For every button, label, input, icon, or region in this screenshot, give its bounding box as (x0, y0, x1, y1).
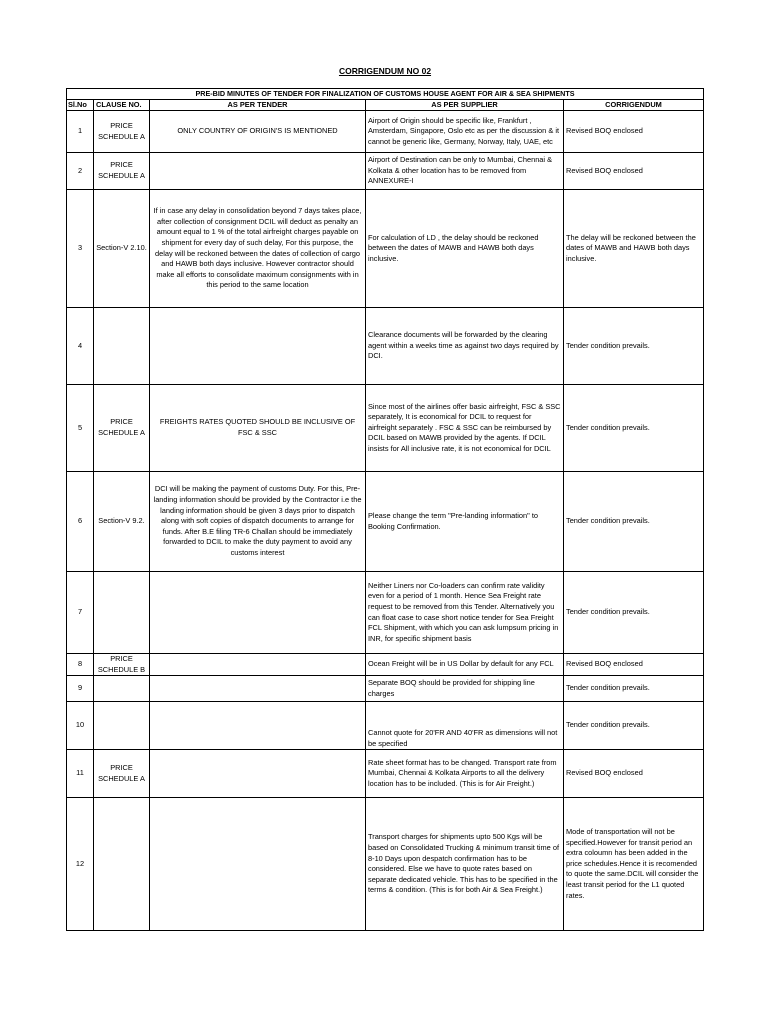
tender-cell (150, 654, 366, 676)
corrigendum-table (66, 88, 704, 931)
table-row (67, 654, 704, 676)
clause-cell: PRICE SCHEDULE A (94, 750, 150, 798)
clause-cell (94, 308, 150, 385)
corrigendum-cell: Tender condition prevails. (564, 702, 704, 750)
corrigendum-cell: Revised BOQ enclosed (564, 111, 704, 153)
row-number: 12 (67, 798, 94, 931)
row-number: 9 (67, 676, 94, 702)
clause-cell (94, 572, 150, 654)
clause-cell: Section-V 9.2. (94, 472, 150, 572)
row-number: 11 (67, 750, 94, 798)
row-number: 7 (67, 572, 94, 654)
tender-cell: FREIGHTS RATES QUOTED SHOULD BE INCLUSIVE OF FSC & SSC (150, 385, 366, 472)
supplier-cell: Ocean Freight will be in US Dollar by default for any FCL (366, 654, 564, 676)
table-row (67, 798, 704, 931)
row-number: 6 (67, 472, 94, 572)
document-title: CORRIGENDUM NO 02 (338, 66, 432, 76)
clause-cell: PRICE SCHEDULE A (94, 153, 150, 190)
row-number: 8 (67, 654, 94, 676)
corrigendum-cell: Tender condition prevails. (564, 676, 704, 702)
tender-cell: DCI will be making the payment of customs Duty. For this, Pre-landing information should be provided by the Contractor i.e the landing information should be given 3 days prior to dispatch along with soft copies of dispatch documents to arrange for funds. After B.E filing TR-6 Challan should be immediately forwarded to DCIL to make the duty payment to avoid any customs interest (150, 472, 366, 572)
header-as-per-supplier: AS PER SUPPLIER (366, 100, 564, 111)
table-caption-row (67, 89, 704, 100)
table-subtitle: PRE-BID MINUTES OF TENDER FOR FINALIZATION OF CUSTOMS HOUSE AGENT FOR AIR & SEA SHIPMENTS (67, 89, 704, 100)
corrigendum-cell: Revised BOQ enclosed (564, 153, 704, 190)
supplier-cell: Rate sheet format has to be changed. Transport rate from Mumbai, Chennai & Kolkata Airports to all the delivery location has to be included. (This is for Air Freight.) (366, 750, 564, 798)
supplier-cell: For calculation of LD , the delay should be reckoned between the dates of MAWB and HAWB both days inclusive. (366, 190, 564, 308)
table-row (67, 572, 704, 654)
table-header-row (67, 100, 704, 111)
supplier-cell: Airport of Origin should be specific like, Frankfurt , Amsterdam, Singapore, Oslo etc as per the discussion & it cannot be generic like, Germany, Norway, Italy, UAE, etc (366, 111, 564, 153)
tender-cell (150, 572, 366, 654)
table-row (67, 702, 704, 750)
header-as-per-tender: AS PER TENDER (150, 100, 366, 111)
corrigendum-cell: Tender condition prevails. (564, 385, 704, 472)
clause-cell: PRICE SCHEDULE B (94, 654, 150, 676)
clause-cell (94, 798, 150, 931)
table-row (67, 676, 704, 702)
tender-cell (150, 308, 366, 385)
supplier-cell: Transport charges for shipments upto 500 Kgs will be based on Consolidated Trucking & minimum transit time of 8-10 Days upon despatch confirmation has to be considered. Else we have to quote rates based on separate dedicated vehicle. This has to be specified in the terms & condition. (This is for both Air & Sea Freight.) (366, 798, 564, 931)
clause-cell: PRICE SCHEDULE A (94, 111, 150, 153)
row-number: 5 (67, 385, 94, 472)
supplier-cell: Airport of Destination can be only to Mumbai, Chennai & Kolkata & other location has to be removed from ANNEXURE-I (366, 153, 564, 190)
clause-cell: PRICE SCHEDULE A (94, 385, 150, 472)
supplier-cell: Clearance documents will be forwarded by the clearing agent within a weeks time as against two days required by DCI. (366, 308, 564, 385)
clause-cell (94, 676, 150, 702)
tender-cell (150, 798, 366, 931)
corrigendum-cell: Revised BOQ enclosed (564, 750, 704, 798)
tender-cell (150, 676, 366, 702)
row-number: 2 (67, 153, 94, 190)
clause-cell (94, 702, 150, 750)
header-clause-no: CLAUSE NO. (94, 100, 150, 111)
tender-cell (150, 153, 366, 190)
tender-cell (150, 750, 366, 798)
row-number: 3 (67, 190, 94, 308)
table-row (67, 308, 704, 385)
supplier-cell: Cannot quote for 20'FR AND 40'FR as dimensions will not be specified (366, 702, 564, 750)
table-row (67, 472, 704, 572)
supplier-cell: Please change the term "Pre-landing information" to Booking Confirmation. (366, 472, 564, 572)
corrigendum-cell: The delay will be reckoned between the dates of MAWB and HAWB both days inclusive. (564, 190, 704, 308)
supplier-cell: Separate BOQ should be provided for shipping line charges (366, 676, 564, 702)
table-row (67, 111, 704, 153)
supplier-cell: Neither Liners nor Co-loaders can confirm rate validity even for a period of 1 month. Hence Sea Freight rate request to be removed from this Tender. Alternatively you can float case to case short notice tender for Sea Freight FCL Shipment, with which you can ask lumpsum pricing in INR, for specific shipment basis (366, 572, 564, 654)
supplier-cell: Since most of the airlines offer basic airfreight, FSC & SSC separately, It is economical for DCIL to request for airfreight separately . FSC & SSC can be reimbursed by DCIL based on MAWB provided by the agents. If DCIL insists for All inclusive rate, it is not economical for DCIL (366, 385, 564, 472)
tender-cell (150, 702, 366, 750)
table-row (67, 190, 704, 308)
corrigendum-cell: Tender condition prevails. (564, 472, 704, 572)
tender-cell: ONLY COUNTRY OF ORIGIN'S IS MENTIONED (150, 111, 366, 153)
table-row (67, 153, 704, 190)
header-corrigendum: CORRIGENDUM (564, 100, 704, 111)
corrigendum-cell: Mode of transportation will not be specified.However for transit period an extra coloumn has been added in the price schedules.Hence it is recomended to quote the same.DCIL will consider the least transit period for the L1 quoted rates. (564, 798, 704, 931)
corrigendum-cell: Revised BOQ enclosed (564, 654, 704, 676)
clause-cell: Section-V 2.10. (94, 190, 150, 308)
header-sl-no: Sl.No (67, 100, 94, 111)
corrigendum-cell: Tender condition prevails. (564, 308, 704, 385)
row-number: 1 (67, 111, 94, 153)
corrigendum-cell: Tender condition prevails. (564, 572, 704, 654)
table-row (67, 385, 704, 472)
row-number: 4 (67, 308, 94, 385)
table-row (67, 750, 704, 798)
tender-cell: If in case any delay in consolidation beyond 7 days takes place, after collection of consignment DCIL will deduct as penalty an amount equal to 1 % of the total airfreight charges payable on shipment for every day of such delay, For this purpose, the delay will be reckoned between the dates of collection of cargo and HAWB both days inclusive. However contractor should make all efforts to consolidate maximum consignments with in this period to the same location (150, 190, 366, 308)
row-number: 10 (67, 702, 94, 750)
